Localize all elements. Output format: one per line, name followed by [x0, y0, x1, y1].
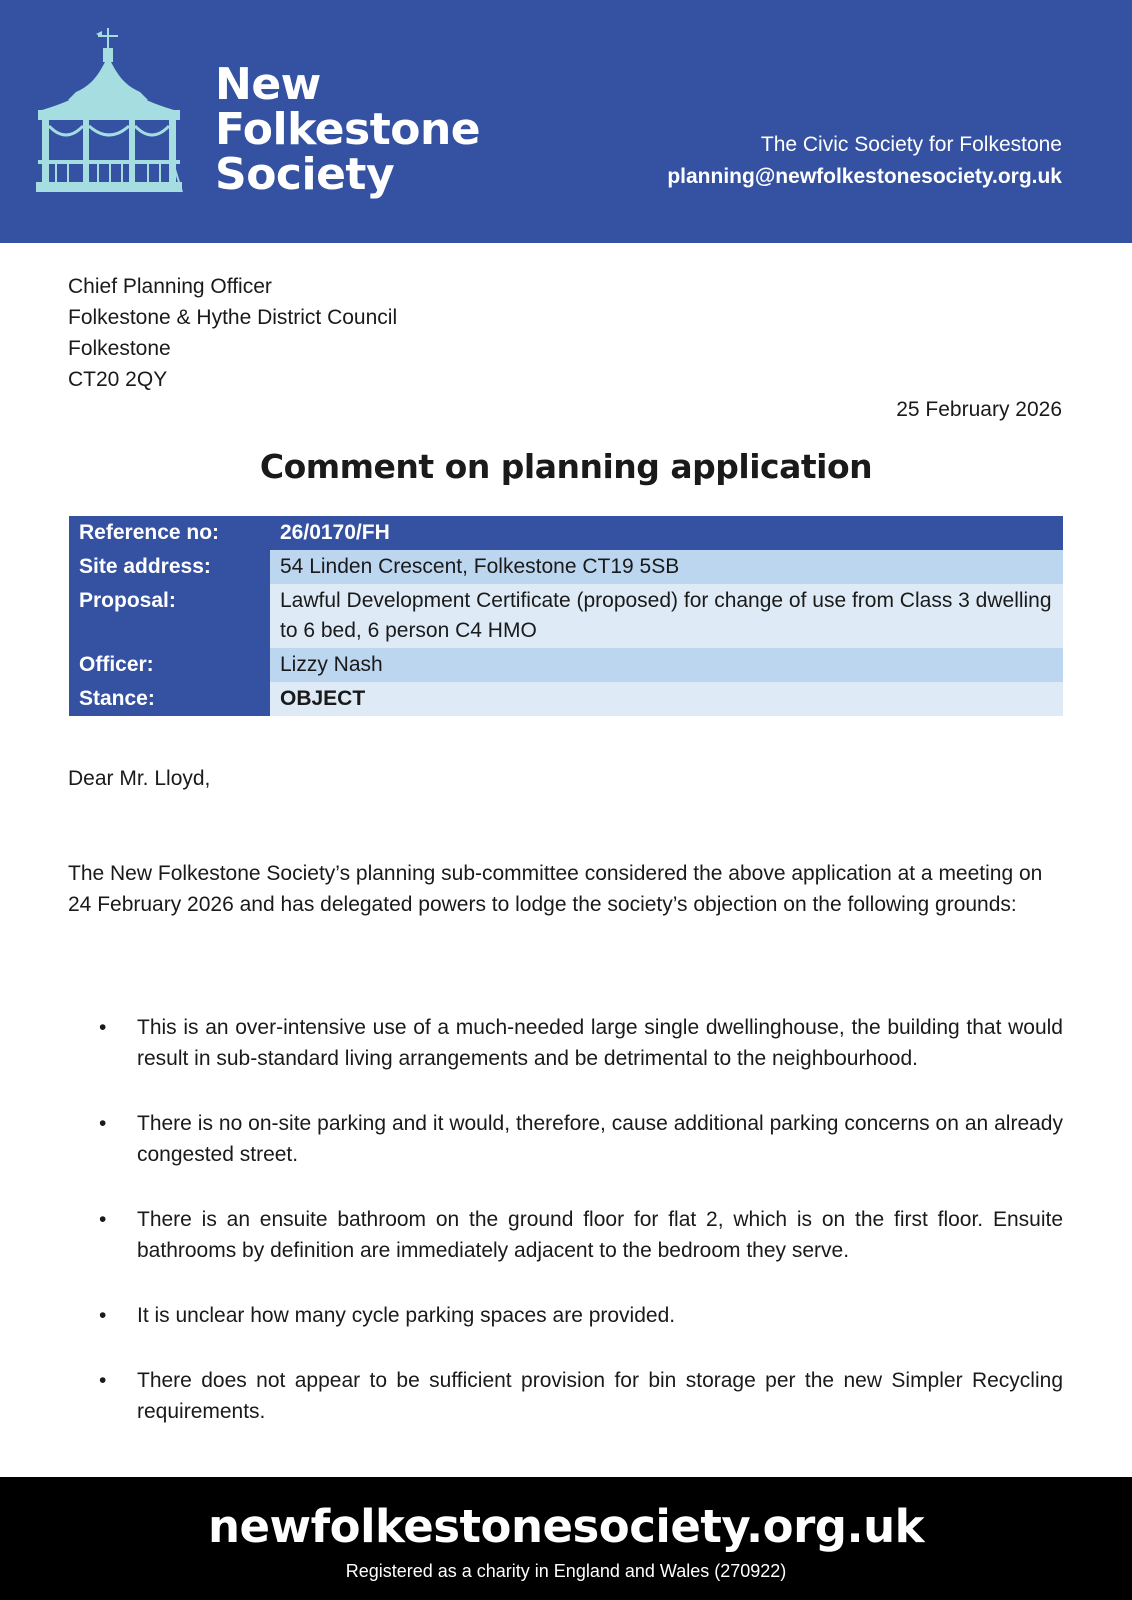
table-row	[69, 516, 1063, 550]
proposal-value: Lawful Development Certificate (proposed) for change of use from Class 3 dwelling to 6 bed, 6 person C4 HMO	[270, 584, 1063, 648]
ground-text: It is unclear how many cycle parking spaces are provided.	[137, 1304, 676, 1327]
contact-email[interactable]: planning@newfolkestonesociety.org.uk	[667, 165, 1062, 188]
reference-value: 26/0170/FH	[270, 516, 1063, 550]
list-item	[68, 1108, 1063, 1170]
bullet-icon: •	[99, 1112, 107, 1135]
tagline: The Civic Society for Folkestone	[760, 133, 1062, 156]
bandstand-logo-icon	[36, 26, 186, 196]
reference-label: Reference no:	[69, 516, 270, 550]
ground-text: There is no on-site parking and it would, therefore, cause additional parking concerns on an already congested street.	[137, 1112, 1063, 1166]
site-address-value: 54 Linden Crescent, Folkestone CT19 5SB	[270, 550, 1063, 584]
table-row	[69, 648, 1063, 682]
proposal-label: Proposal:	[69, 584, 270, 648]
wordmark-line-1: New	[215, 59, 321, 110]
recipient-line: Chief Planning Officer	[68, 275, 272, 298]
table-row	[69, 584, 1063, 648]
bullet-icon: •	[99, 1304, 107, 1327]
application-details-table	[69, 516, 1063, 716]
list-item	[68, 1012, 1063, 1074]
officer-value: Lizzy Nash	[270, 648, 1063, 682]
intro-paragraph: The New Folkestone Society’s planning sub-committee considered the above application at a meeting on 24 February 2026 and has delegated powers to lodge the society’s objection on the following grounds:	[68, 862, 1043, 916]
stance-value: OBJECT	[270, 682, 1063, 716]
site-address-label: Site address:	[69, 550, 270, 584]
page-title: Comment on planning application	[259, 447, 873, 486]
list-item	[68, 1204, 1063, 1266]
table-row	[69, 682, 1063, 716]
letter-date: 25 February 2026	[896, 398, 1062, 421]
recipient-line: Folkestone	[68, 337, 171, 360]
bullet-icon: •	[99, 1208, 107, 1231]
bullet-icon: •	[99, 1016, 107, 1039]
wordmark-line-3: Society	[215, 149, 395, 200]
salutation: Dear Mr. Lloyd,	[68, 767, 211, 790]
charity-registration: Registered as a charity in England and Wales (270922)	[345, 1561, 787, 1581]
ground-text: There is an ensuite bathroom on the ground floor for flat 2, which is on the first floor. Ensuite bathrooms by definition are immediately adjacent to the bedroom they serve.	[137, 1208, 1063, 1262]
officer-label: Officer:	[69, 648, 270, 682]
ground-text: There does not appear to be sufficient provision for bin storage per the new Simpler Recycling requirements.	[137, 1369, 1063, 1423]
ground-text: This is an over-intensive use of a much-needed large single dwellinghouse, the building that would result in sub-standard living arrangements and be detrimental to the neighbourhood.	[137, 1016, 1063, 1070]
table-row	[69, 550, 1063, 584]
wordmark-line-2: Folkestone	[215, 104, 481, 155]
recipient-address	[68, 271, 397, 395]
recipient-line: CT20 2QY	[68, 368, 168, 391]
website-link[interactable]: newfolkestonesociety.org.uk	[207, 1500, 925, 1553]
bullet-icon: •	[99, 1369, 107, 1392]
list-item	[68, 1365, 1063, 1427]
letterhead-header	[0, 0, 1132, 243]
recipient-line: Folkestone & Hythe District Council	[68, 306, 398, 329]
objection-grounds-list	[68, 1012, 1063, 1427]
society-wordmark	[215, 59, 481, 200]
list-item	[68, 1300, 1063, 1331]
stance-label: Stance:	[69, 682, 270, 716]
